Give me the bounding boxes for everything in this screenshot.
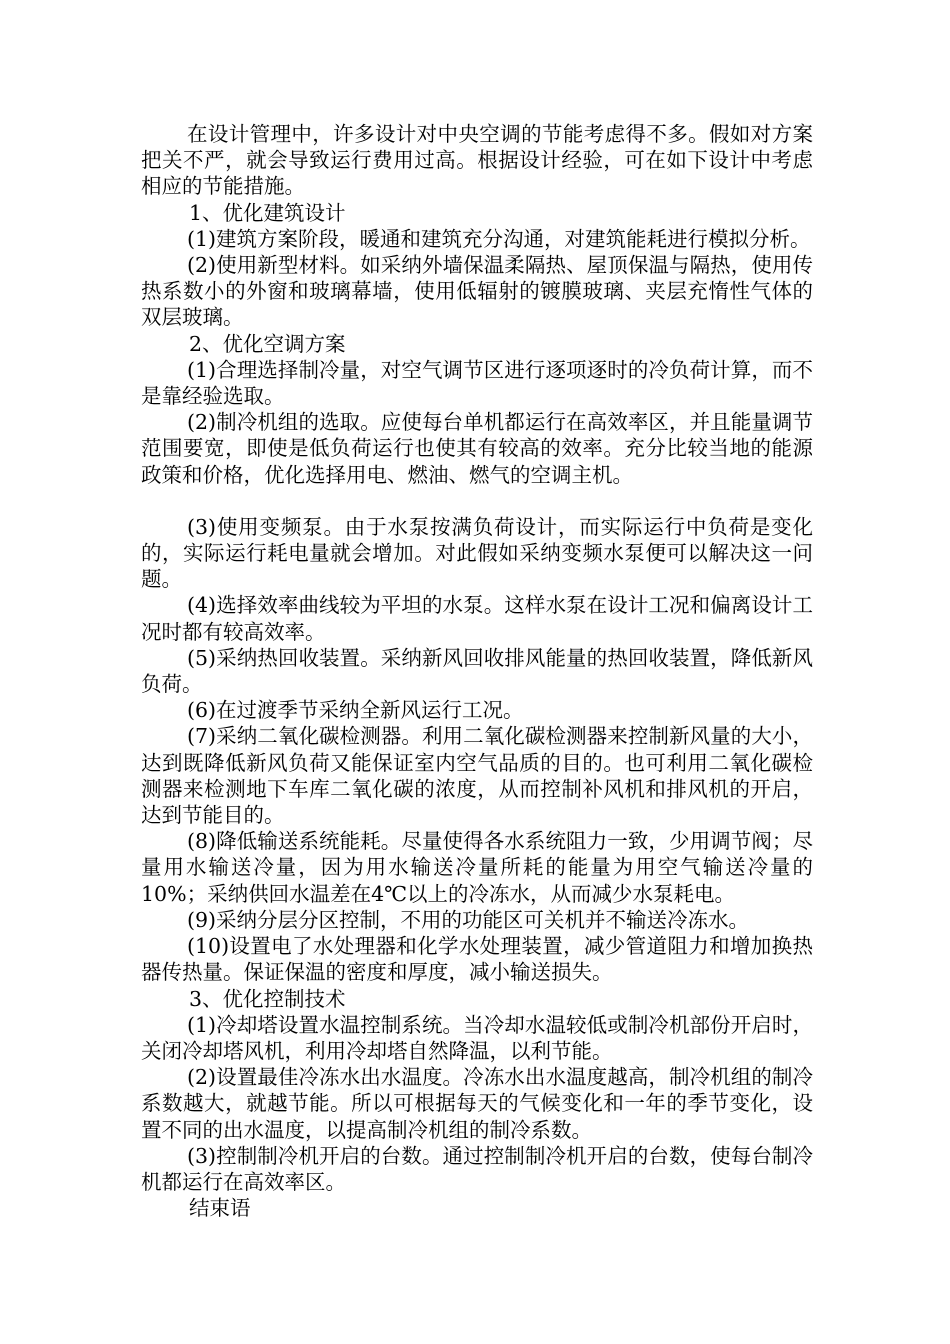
paragraph-2-8: (8)降低输送系统能耗。尽量使得各水系统阻力一致，少用调节阀；尽量用水输送冷量，因为用水输送冷量所耗的能量为用空气输送冷量的10%；采纳供回水温差在4℃以上的冷冻水，从而减少水泵耗电。 — [141, 829, 813, 906]
paragraph-2-9: (9)采纳分层分区控制，不用的功能区可关机并不输送冷冻水。 — [187, 907, 750, 932]
paragraph-2-1: (1)合理选择制冷量，对空气调节区进行逐项逐时的冷负荷计算，而不是靠经验选取。 — [141, 357, 813, 409]
paragraph-3-1: (1)冷却塔设置水温控制系统。当冷却水温较低或制冷机部份开启时，关闭冷却塔风机，利用冷却塔自然降温，以利节能。 — [141, 1012, 813, 1063]
paragraph-2-3: (3)使用变频泵。由于水泵按满负荷设计，而实际运行中负荷是变化的，实际运行耗电量就会增加。对此假如采纳变频水泵便可以解决这一问题。 — [141, 514, 813, 592]
document-body — [141, 121, 813, 1221]
paragraph-2-2: (2)制冷机组的选取。应使每台单机都运行在高效率区，并且能量调节范围要宽，即使是低负荷运行也使其有较高的效率。充分比较当地的能源政策和价格，优化选择用电、燃油、燃气的空调主机。 — [141, 410, 813, 487]
paragraph-3-3: (3)控制制冷机开启的台数。通过控制制冷机开启的台数，使每台制冷机都运行在高效率区。 — [141, 1143, 813, 1194]
intro-paragraph: 在设计管理中，许多设计对中央空调的节能考虑得不多。假如对方案把关不严，就会导致运行费用过高。根据设计经验，可在如下设计中考虑相应的节能措施。 — [141, 122, 813, 199]
paragraph-2-10: (10)设置电了水处理器和化学水处理装置，减少管道阻力和增加换热器传热量。保证保温的密度和厚度，减小输送损失。 — [141, 934, 813, 985]
section-heading-2: 2、优化空调方案 — [189, 331, 346, 356]
paragraph-2-6: (6)在过渡季节采纳全新风运行工况。 — [187, 698, 524, 723]
conclusion-heading: 结束语 — [189, 1196, 251, 1221]
paragraph-2-5: (5)采纳热回收装置。采纳新风回收排风能量的热回收装置，降低新风负荷。 — [141, 645, 813, 697]
paragraph-1-2: (2)使用新型材料。如采纳外墙保温柔隔热、屋顶保温与隔热，使用传热系数小的外窗和玻璃幕墙，使用低辐射的镀膜玻璃、夹层充惰性气体的双层玻璃。 — [141, 253, 813, 330]
paragraph-1-1: (1)建筑方案阶段，暖通和建筑充分沟通，对建筑能耗进行模拟分析。 — [187, 226, 811, 251]
paragraph-2-4: (4)选择效率曲线较为平坦的水泵。这样水泵在设计工况和偏离设计工况时都有较高效率。 — [141, 593, 813, 644]
paragraph-2-7: (7)采纳二氧化碳检测器。利用二氧化碳检测器来控制新风量的大小，达到既降低新风负荷又能保证室内空气品质的目的。也可利用二氧化碳检测器来检测地下车库二氧化碳的浓度，从而控制补风机和排风机的开启，达到节能目的。 — [141, 724, 813, 828]
section-heading-3: 3、优化控制技术 — [189, 986, 346, 1011]
section-heading-1: 1、优化建筑设计 — [189, 200, 346, 225]
paragraph-3-2: (2)设置最佳冷冻水出水温度。冷冻水出水温度越高，制冷机组的制冷系数越大，就越节能。所以可根据每天的气候变化和一年的季节变化，设置不同的出水温度，以提高制冷机组的制冷系数。 — [141, 1065, 813, 1142]
